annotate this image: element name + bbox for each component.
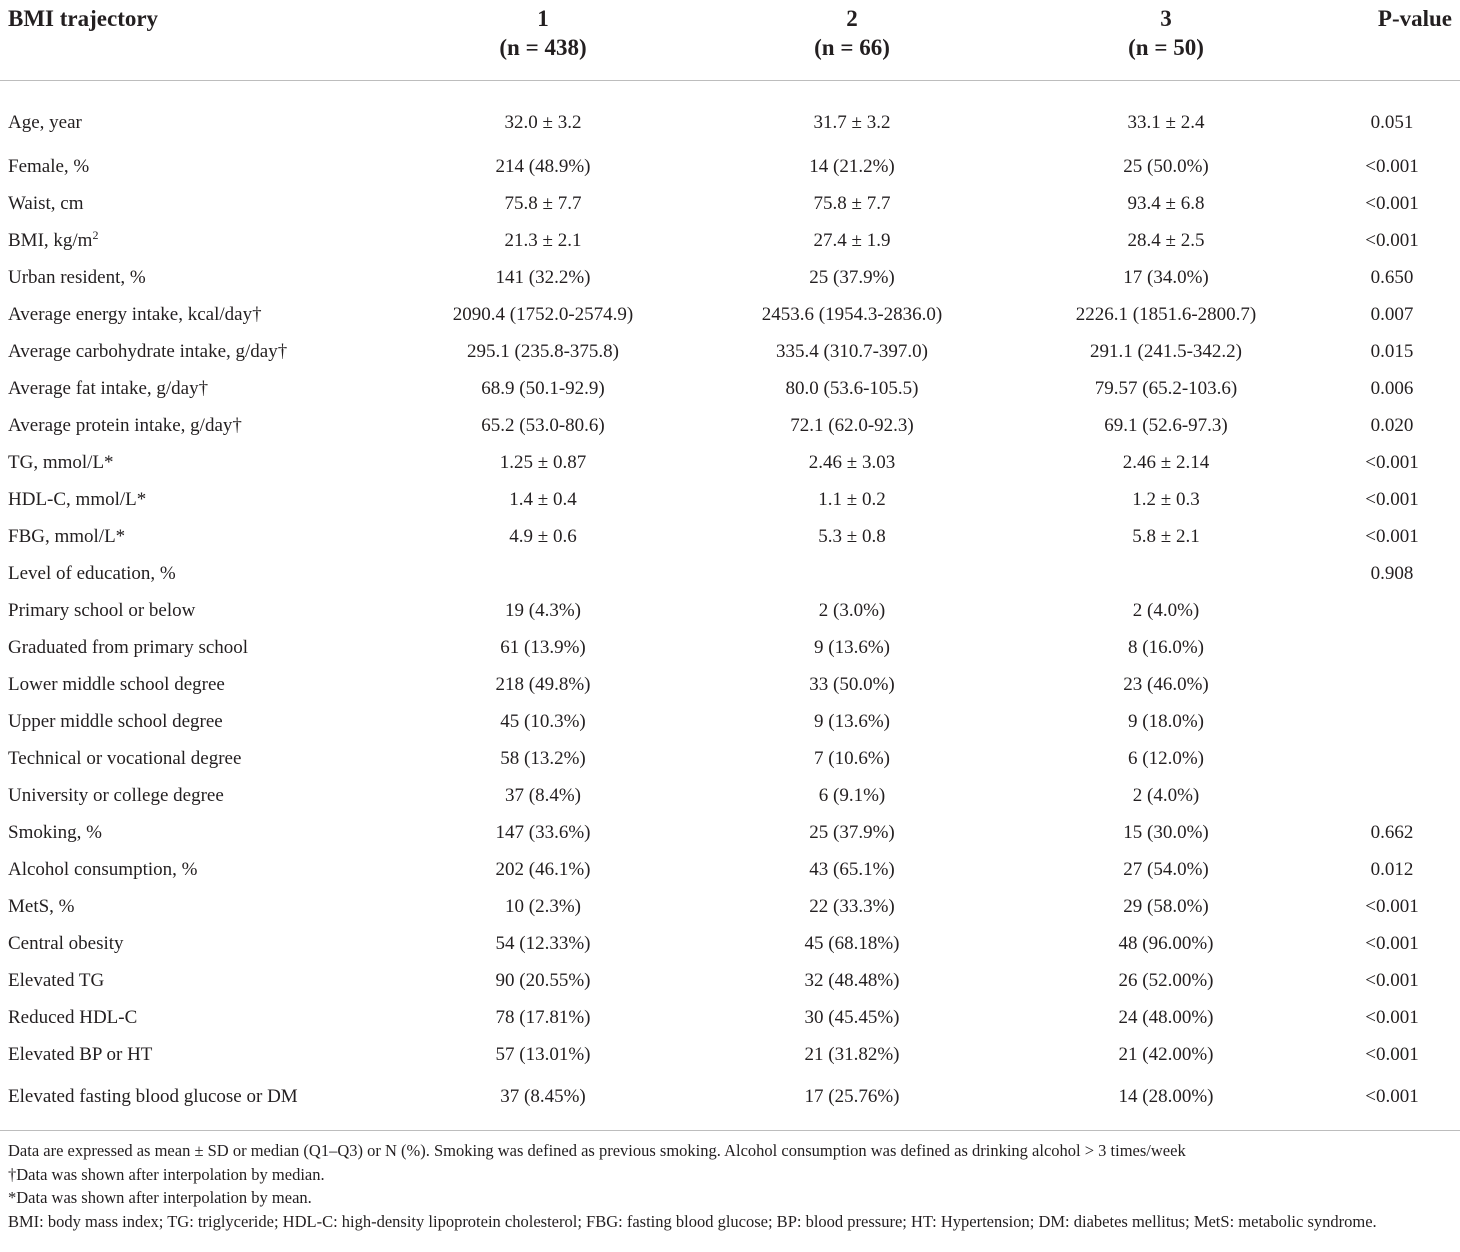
footnote-abbreviations: BMI: body mass index; TG: triglyceride; HDL-C: high-density lipoprotein cholesterol; FBG: fasting blood glucose; BP: blood pressure; HT: Hypertension; DM: diabetes mellitus; MetS: metabolic syndrome. [8, 1211, 1377, 1231]
row-label [0, 1073, 390, 1131]
row-label [0, 925, 390, 962]
row-label-text: Alcohol consumption, % [8, 859, 198, 880]
cell-group-1: 37 (8.45%) [390, 1073, 696, 1131]
row-label-text: Reduced HDL-C [8, 1007, 138, 1028]
row-label [0, 148, 390, 185]
row-label-text: FBG, mmol/L* [8, 526, 126, 547]
table-row [0, 481, 1460, 518]
cell-group-3: 291.1 (241.5-342.2) [1090, 341, 1242, 362]
row-label [0, 666, 390, 703]
cell-pvalue [1324, 629, 1460, 666]
cell-group-3: 29 (58.0%) [1123, 896, 1209, 917]
cell-pvalue: 0.006 [1370, 378, 1414, 399]
cell-group-3: 27 (54.0%) [1123, 859, 1209, 880]
row-label-text: Elevated BP or HT [8, 1044, 153, 1065]
cell-group-3 [1008, 555, 1324, 592]
cell-group-3: 93.4 ± 6.8 [1127, 193, 1205, 214]
cell-pvalue [1324, 703, 1460, 740]
row-label [0, 1036, 390, 1073]
row-label [0, 518, 390, 555]
cell-group-1: 141 (32.2%) [495, 267, 591, 288]
row-label-text: HDL-C, mmol/L* [8, 489, 147, 510]
footnote-definitions: Data are expressed as mean ± SD or median (Q1–Q3) or N (%). Smoking was defined as previous smoking. Alcohol consumption was defined as drinking alcohol > 3 times/week [8, 1141, 1186, 1160]
cell-group-1: 1.25 ± 0.87 [499, 452, 587, 473]
table-footnotes [0, 1131, 1460, 1233]
table-row [0, 703, 1460, 740]
cell-group-1: 10 (2.3%) [505, 896, 581, 917]
cell-group-1: 54 (12.33%) [495, 933, 591, 954]
cell-group-3: 28.4 ± 2.5 [1127, 230, 1205, 251]
cell-pvalue [1324, 777, 1460, 814]
row-label [0, 629, 390, 666]
row-label-text: Technical or vocational degree [8, 748, 242, 769]
row-label-text: Urban resident, % [8, 267, 146, 288]
table-row [0, 740, 1460, 777]
cell-pvalue: <0.001 [1365, 230, 1419, 251]
cell-group-2: 21 (31.82%) [804, 1044, 900, 1065]
header-group-3 [1008, 0, 1324, 81]
row-label [0, 370, 390, 407]
cell-group-2: 80.0 (53.6-105.5) [785, 378, 919, 399]
row-label-text: Central obesity [8, 933, 124, 954]
row-label [0, 296, 390, 333]
row-label [0, 888, 390, 925]
group-2-name: 2 [846, 6, 858, 31]
cell-group-3: 25 (50.0%) [1123, 156, 1209, 177]
row-label-text: Average carbohydrate intake, g/day† [8, 341, 288, 362]
cell-group-2: 2453.6 (1954.3-2836.0) [761, 304, 943, 325]
cell-group-1: 75.8 ± 7.7 [504, 193, 582, 214]
cell-group-3: 33.1 ± 2.4 [1127, 112, 1205, 133]
row-label [0, 592, 390, 629]
cell-pvalue: 0.051 [1370, 112, 1414, 133]
cell-group-3: 26 (52.00%) [1118, 970, 1214, 991]
cell-group-1: 32.0 ± 3.2 [504, 112, 582, 133]
cell-group-3: 2226.1 (1851.6-2800.7) [1075, 304, 1257, 325]
row-label [0, 333, 390, 370]
cell-group-1: 1.4 ± 0.4 [509, 489, 577, 510]
table-body [0, 81, 1460, 1131]
cell-pvalue [1324, 740, 1460, 777]
cell-group-2: 2 (3.0%) [818, 600, 886, 621]
cell-group-3: 69.1 (52.6-97.3) [1104, 415, 1228, 436]
cell-pvalue: <0.001 [1324, 1073, 1460, 1131]
cell-pvalue: <0.001 [1365, 1007, 1419, 1028]
cell-group-1: 78 (17.81%) [495, 1007, 591, 1028]
cell-group-3: 21 (42.00%) [1118, 1044, 1214, 1065]
table-row [0, 925, 1460, 962]
row-label-text: TG, mmol/L* [8, 452, 114, 473]
cell-group-1: 19 (4.3%) [505, 600, 581, 621]
row-label [0, 407, 390, 444]
cell-group-3: 15 (30.0%) [1123, 822, 1209, 843]
group-2-n: (n = 66) [814, 35, 890, 60]
cell-pvalue: 0.662 [1370, 822, 1414, 843]
cell-group-1: 37 (8.4%) [505, 785, 581, 806]
table-row [0, 666, 1460, 703]
cell-group-1 [390, 555, 696, 592]
table-row [0, 333, 1460, 370]
cell-group-1: 90 (20.55%) [495, 970, 591, 991]
cell-group-2: 27.4 ± 1.9 [813, 230, 891, 251]
cell-pvalue [1324, 592, 1460, 629]
table-row [0, 777, 1460, 814]
table-row [0, 555, 1460, 592]
row-label-text: Waist, cm [8, 193, 84, 214]
row-label-text: BMI, kg/m [8, 230, 93, 251]
table-row [0, 814, 1460, 851]
table-row [0, 296, 1460, 333]
cell-group-1: 147 (33.6%) [495, 822, 591, 843]
table-row [0, 370, 1460, 407]
footnote-dagger: †Data was shown after interpolation by median. [8, 1164, 325, 1184]
row-label-text: Average fat intake, g/day† [8, 378, 209, 399]
table-row [0, 185, 1460, 222]
table-row [0, 518, 1460, 555]
cell-pvalue: <0.001 [1365, 489, 1419, 510]
footnote-asterisk: *Data was shown after interpolation by mean. [8, 1188, 312, 1207]
group-1-name: 1 [537, 6, 549, 31]
cell-pvalue: 0.650 [1370, 267, 1414, 288]
cell-group-2: 6 (9.1%) [818, 785, 886, 806]
cell-group-1: 295.1 (235.8-375.8) [467, 341, 619, 362]
cell-group-1: 68.9 (50.1-92.9) [481, 378, 605, 399]
row-label [0, 185, 390, 222]
header-group-2 [696, 0, 1008, 81]
table-row [0, 1073, 1460, 1131]
row-label-text: Female, % [8, 156, 90, 177]
cell-group-2: 1.1 ± 0.2 [818, 489, 886, 510]
cell-pvalue: <0.001 [1365, 156, 1419, 177]
table-row [0, 444, 1460, 481]
cell-group-3: 8 (16.0%) [1128, 637, 1204, 658]
cell-group-2 [696, 555, 1008, 592]
cell-group-3: 2.46 ± 2.14 [1122, 452, 1210, 473]
header-group-1 [390, 0, 696, 81]
cell-group-1: 61 (13.9%) [500, 637, 586, 658]
row-label-text: Age, year [8, 112, 82, 133]
row-label [0, 814, 390, 851]
cell-pvalue: 0.015 [1370, 341, 1414, 362]
row-label-text: Graduated from primary school [8, 637, 249, 658]
row-label [0, 851, 390, 888]
row-label-text: Elevated fasting blood glucose or DM [8, 1086, 298, 1107]
row-label-superscript: 2 [92, 228, 99, 242]
table-row [0, 851, 1460, 888]
row-label-text: University or college degree [8, 785, 224, 806]
row-label-text: Elevated TG [8, 970, 105, 991]
cell-group-2: 30 (45.45%) [804, 1007, 900, 1028]
table-row [0, 222, 1460, 259]
cell-group-3: 6 (12.0%) [1128, 748, 1204, 769]
row-label-text: Primary school or below [8, 600, 196, 621]
header-label: BMI trajectory [0, 0, 390, 81]
row-label-text: Level of education, % [8, 563, 176, 584]
cell-pvalue: <0.001 [1365, 933, 1419, 954]
cell-group-2: 25 (37.9%) [809, 267, 895, 288]
cell-group-1: 57 (13.01%) [495, 1044, 591, 1065]
cell-pvalue: <0.001 [1365, 526, 1419, 547]
cell-group-3: 23 (46.0%) [1123, 674, 1209, 695]
cell-group-3: 2 (4.0%) [1132, 600, 1200, 621]
cell-group-2: 17 (25.76%) [696, 1073, 1008, 1131]
cell-pvalue [1324, 666, 1460, 703]
cell-group-2: 9 (13.6%) [814, 711, 890, 732]
cell-pvalue: 0.020 [1370, 415, 1414, 436]
table-row [0, 259, 1460, 296]
table-row [0, 1036, 1460, 1073]
cell-group-3: 14 (28.00%) [1008, 1073, 1324, 1131]
group-3-n: (n = 50) [1128, 35, 1204, 60]
header-row [0, 0, 1460, 81]
table-row [0, 148, 1460, 185]
cell-group-2: 45 (68.18%) [804, 933, 900, 954]
table-row [0, 629, 1460, 666]
table-row [0, 888, 1460, 925]
cell-pvalue: <0.001 [1365, 452, 1419, 473]
table-header [0, 0, 1460, 81]
cell-group-2: 2.46 ± 3.03 [808, 452, 896, 473]
cell-group-2: 31.7 ± 3.2 [813, 112, 891, 133]
cell-group-2: 5.3 ± 0.8 [818, 526, 886, 547]
row-label [0, 777, 390, 814]
cell-group-2: 72.1 (62.0-92.3) [790, 415, 914, 436]
table-row [0, 407, 1460, 444]
cell-group-2: 75.8 ± 7.7 [813, 193, 891, 214]
row-label [0, 481, 390, 518]
row-label [0, 444, 390, 481]
cell-group-3: 24 (48.00%) [1118, 1007, 1214, 1028]
row-label-text: Lower middle school degree [8, 674, 225, 695]
cell-group-2: 33 (50.0%) [809, 674, 895, 695]
cell-group-3: 9 (18.0%) [1128, 711, 1204, 732]
cell-group-2: 14 (21.2%) [809, 156, 895, 177]
row-label [0, 962, 390, 999]
cell-pvalue: 0.012 [1370, 859, 1414, 880]
row-label [0, 81, 390, 149]
cell-group-3: 79.57 (65.2-103.6) [1094, 378, 1238, 399]
table-row [0, 999, 1460, 1036]
cell-group-1: 45 (10.3%) [500, 711, 586, 732]
row-label [0, 740, 390, 777]
cell-pvalue: 0.908 [1370, 563, 1414, 584]
row-label-text: Smoking, % [8, 822, 102, 843]
cell-group-1: 58 (13.2%) [500, 748, 586, 769]
cell-group-1: 218 (49.8%) [495, 674, 591, 695]
cell-group-1: 202 (46.1%) [495, 859, 591, 880]
cell-group-2: 43 (65.1%) [809, 859, 895, 880]
cell-group-2: 25 (37.9%) [809, 822, 895, 843]
cell-pvalue: <0.001 [1365, 1044, 1419, 1065]
cell-group-3: 48 (96.00%) [1118, 933, 1214, 954]
row-label [0, 999, 390, 1036]
cell-group-1: 4.9 ± 0.6 [509, 526, 577, 547]
table-row [0, 81, 1460, 149]
cell-group-2: 7 (10.6%) [814, 748, 890, 769]
cell-pvalue: <0.001 [1365, 896, 1419, 917]
cell-group-3: 2 (4.0%) [1132, 785, 1200, 806]
cell-group-2: 22 (33.3%) [809, 896, 895, 917]
cell-pvalue: <0.001 [1365, 193, 1419, 214]
cell-group-3: 5.8 ± 2.1 [1132, 526, 1200, 547]
table-row [0, 962, 1460, 999]
cell-group-3: 1.2 ± 0.3 [1132, 489, 1200, 510]
row-label [0, 222, 390, 259]
cell-group-1: 65.2 (53.0-80.6) [481, 415, 605, 436]
row-label [0, 555, 390, 592]
cell-group-1: 2090.4 (1752.0-2574.9) [452, 304, 634, 325]
table-row [0, 592, 1460, 629]
row-label [0, 703, 390, 740]
row-label-text: Average energy intake, kcal/day† [8, 304, 262, 325]
cell-pvalue: 0.007 [1370, 304, 1414, 325]
row-label-text: Upper middle school degree [8, 711, 223, 732]
cell-group-1: 214 (48.9%) [495, 156, 591, 177]
cell-group-2: 9 (13.6%) [814, 637, 890, 658]
cell-pvalue: <0.001 [1365, 970, 1419, 991]
cell-group-1: 21.3 ± 2.1 [504, 230, 582, 251]
row-label-text: MetS, % [8, 896, 75, 917]
group-3-name: 3 [1160, 6, 1172, 31]
header-pvalue: P-value [1324, 0, 1460, 81]
cell-group-3: 17 (34.0%) [1123, 267, 1209, 288]
cell-group-2: 32 (48.48%) [804, 970, 900, 991]
row-label-text: Average protein intake, g/day† [8, 415, 242, 436]
group-1-n: (n = 438) [499, 35, 587, 60]
cell-group-2: 335.4 (310.7-397.0) [776, 341, 928, 362]
row-label [0, 259, 390, 296]
